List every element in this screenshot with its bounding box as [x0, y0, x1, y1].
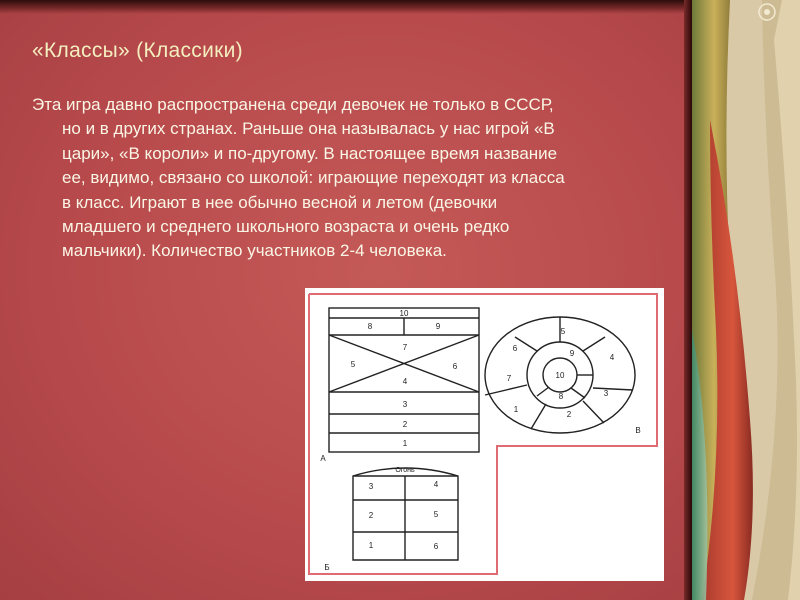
hopscotch-figure: [305, 288, 664, 581]
body-line: но и в других странах. Раньше она называлась у нас игрой «В: [62, 119, 555, 139]
cell-v-2: 2: [566, 410, 572, 419]
diagram-b-letter: Б: [324, 563, 330, 572]
cell-b-4: 4: [433, 480, 439, 489]
body-line: цари», «В короли» и по-другому. В настоящее время название: [62, 143, 558, 163]
cell-a-3: 3: [402, 400, 408, 409]
slide-right-border: [684, 0, 692, 600]
cell-v-8: 8: [558, 392, 564, 401]
slide-title: «Классы» (Классики): [32, 39, 243, 62]
hopscotch-diagrams-svg: [305, 288, 664, 581]
diagram-a-letter: А: [320, 454, 326, 463]
diagram-b-labels: [324, 467, 438, 572]
cell-v-5: 5: [560, 327, 566, 336]
cell-a-5: 5: [350, 360, 356, 369]
cell-a-9: 9: [435, 322, 441, 331]
diagram-v-letter: В: [635, 426, 641, 435]
cell-v-3: 3: [603, 389, 609, 398]
cell-a-1: 1: [402, 439, 408, 448]
cell-v-9: 9: [569, 349, 575, 358]
diagram-a-labels: [320, 309, 457, 463]
cell-b-2: 2: [368, 511, 374, 520]
body-line: Эта игра давно распространена среди девочек не только в СССР,: [32, 95, 554, 114]
slide-top-border: [0, 0, 690, 14]
diagram-b-header: Огонь: [395, 467, 415, 474]
cell-v-7: 7: [506, 374, 512, 383]
cell-b-3: 3: [368, 482, 374, 491]
cell-b-6: 6: [433, 542, 439, 551]
cell-a-7: 7: [402, 343, 408, 352]
cell-a-2: 2: [402, 420, 408, 429]
cell-v-4: 4: [609, 353, 615, 362]
decorative-fabric-panel: [692, 0, 800, 600]
cell-a-10: 10: [399, 309, 409, 318]
cell-b-5: 5: [433, 510, 439, 519]
cell-v-1: 1: [513, 405, 519, 414]
cell-a-4: 4: [402, 377, 408, 386]
cell-v-6: 6: [512, 344, 518, 353]
cell-b-1: 1: [368, 541, 374, 550]
slide-body-text: [32, 93, 652, 264]
body-line: младшего и среднего школьного возраста и очень редко: [62, 217, 510, 237]
body-line: ее, видимо, связано со школой: играющие переходят из класса: [62, 168, 565, 188]
cell-a-6: 6: [452, 362, 458, 371]
decorative-drapery-svg: [692, 0, 800, 600]
cell-a-8: 8: [367, 322, 373, 331]
body-line: в класс. Играют в нее обычно весной и летом (девочки: [62, 192, 498, 212]
body-line: мальчики). Количество участников 2-4 человека.: [62, 241, 447, 261]
cell-v-10: 10: [555, 371, 565, 380]
